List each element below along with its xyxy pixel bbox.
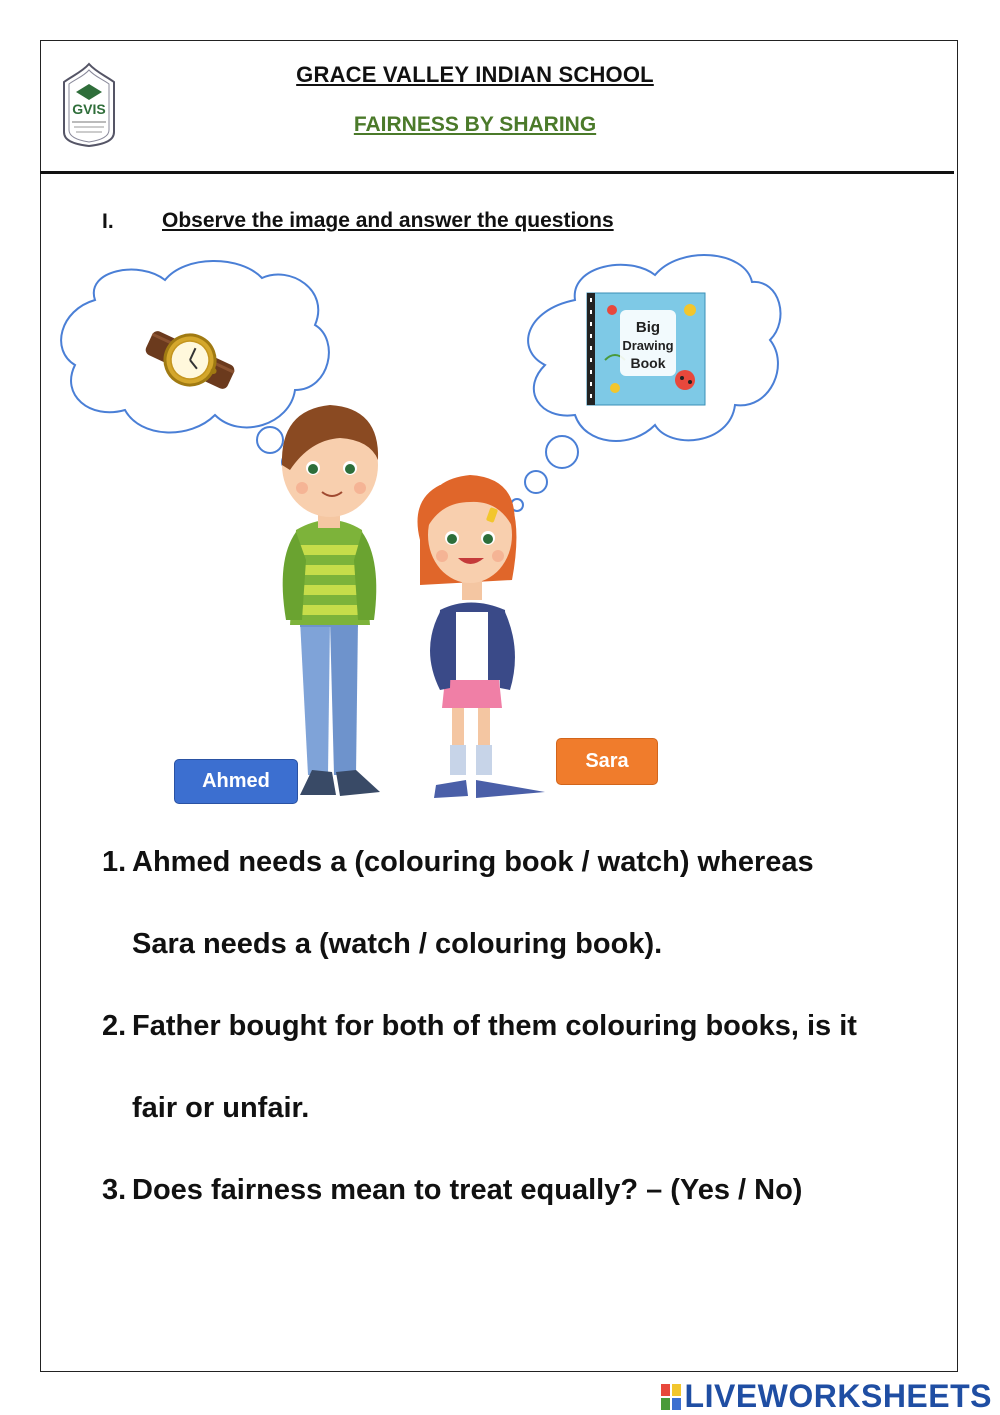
school-name: GRACE VALLEY INDIAN SCHOOL (296, 62, 654, 87)
header-divider (40, 171, 954, 174)
question-1 (102, 842, 814, 882)
question-2-text: Father bought for both of them colouring books, is it (132, 1010, 857, 1042)
question-1-continuation: Sara needs a (watch / colouring book). (132, 928, 663, 960)
boy-figure (282, 405, 380, 796)
sara-label: Sara (556, 738, 658, 785)
question-1-number: 1. (102, 846, 127, 878)
question-3-number: 3. (102, 1174, 127, 1206)
liveworksheets-logo[interactable] (661, 1378, 992, 1415)
book-word-1: Big (635, 319, 661, 336)
girl-figure (418, 475, 546, 798)
question-2 (102, 1006, 857, 1046)
logo-text: GVIS (72, 101, 106, 117)
children-illustration (0, 240, 1000, 820)
ahmed-label: Ahmed (174, 759, 298, 804)
question-3-text: Does fairness mean to treat equally? – (Yes / No) (132, 1174, 803, 1206)
book-word-3: Book (630, 355, 666, 371)
worksheet-title: FAIRNESS BY SHARING (353, 113, 597, 136)
brand-grid-icon (661, 1384, 681, 1410)
drawing-book-icon (587, 293, 705, 405)
question-3 (102, 1170, 802, 1210)
question-2-continuation: fair or unfair. (132, 1092, 310, 1124)
question-2-number: 2. (102, 1010, 127, 1042)
section-title: Observe the image and answer the questions (162, 209, 614, 232)
question-1-text: Ahmed needs a (colouring book / watch) whereas (132, 846, 814, 878)
section-number: I. (102, 210, 114, 233)
brand-name: LIVEWORKSHEETS (684, 1378, 992, 1414)
book-word-2: Drawing (622, 338, 674, 353)
